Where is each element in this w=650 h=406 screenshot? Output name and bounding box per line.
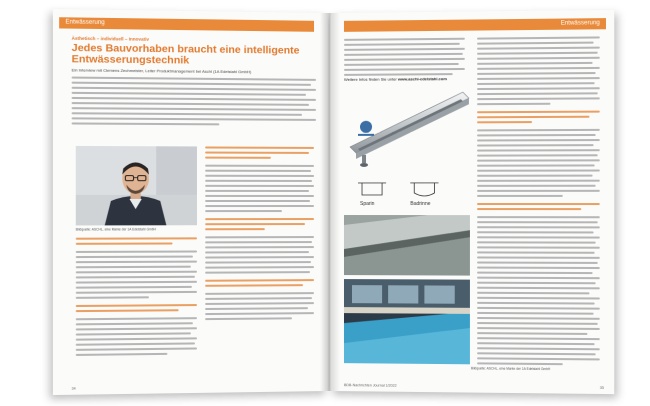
right-page <box>330 10 614 394</box>
page-number-left: 34 <box>71 386 76 391</box>
photo-caption: Bildquelle: ASCHL, eine Marke der 1A Edelstahl GmbH <box>75 227 156 232</box>
column-left-bottom <box>76 237 197 359</box>
column-right-top <box>205 146 314 323</box>
magazine-spread <box>58 7 612 393</box>
section-label: Entwässerung <box>65 19 105 26</box>
product-label-badrinne: Badrinne <box>410 200 431 208</box>
product-label-sparin: Sparin <box>360 200 375 208</box>
journal-footer: BDB-Nachrichten Journal 1/2022 <box>343 383 397 388</box>
portrait-illustration <box>76 146 197 226</box>
portrait-photo <box>76 146 197 226</box>
product-illustration <box>344 86 470 209</box>
page-number-right: 35 <box>599 385 604 390</box>
left-header-bar <box>59 17 314 32</box>
byline: Ein Interview mit Clemens Zechmeister, Leiter Produktmanagement bei Aschl (1A Edelstahl GmbH) <box>71 67 252 75</box>
left-page <box>53 9 328 395</box>
right-header-bar <box>344 18 606 32</box>
photo-caption-right: Bildquelle: ASCHL, eine Marke der 1A Edelstahl GmbH <box>470 366 551 372</box>
intro-paragraph <box>72 77 316 129</box>
article-headline: Jedes Bauvorhaben braucht eine intelligente Entwässerungstechnik <box>71 41 300 67</box>
column-right-page-right <box>477 36 600 368</box>
section-label-right: Entwässerung <box>560 20 600 27</box>
drain-and-pool-photos <box>344 215 470 364</box>
web-reference <box>344 76 447 82</box>
web-prefix: Weitere Infos finden Sie unter <box>343 76 397 82</box>
kicker: Ästhetisch – individuell – innovativ <box>71 35 150 42</box>
web-link[interactable]: www.aschl-edelstahl.com <box>397 76 447 82</box>
